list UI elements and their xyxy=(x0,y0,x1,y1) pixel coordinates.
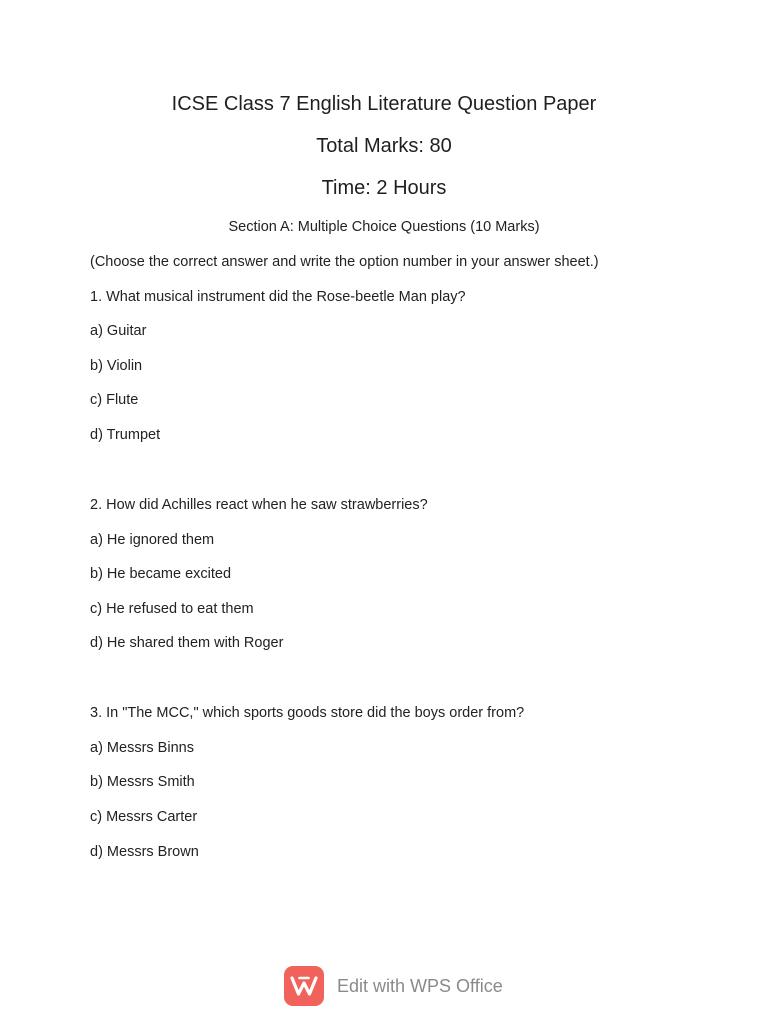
question-3-option-b: b) Messrs Smith xyxy=(90,774,195,790)
question-2-option-d: d) He shared them with Roger xyxy=(90,635,284,651)
question-3-option-c: c) Messrs Carter xyxy=(90,809,198,825)
total-marks: Total Marks: 80 xyxy=(316,135,452,157)
question-1-option-d: d) Trumpet xyxy=(90,427,161,443)
page-title: ICSE Class 7 English Literature Question Paper xyxy=(171,93,597,115)
wps-office-logo-icon xyxy=(284,966,324,1006)
section-heading: Section A: Multiple Choice Questions (10 Marks) xyxy=(228,219,540,235)
time-allowed: Time: 2 Hours xyxy=(321,177,447,199)
question-1-option-a: a) Guitar xyxy=(90,323,147,339)
question-2-option-a: a) He ignored them xyxy=(90,532,215,548)
question-3-option-a: a) Messrs Binns xyxy=(90,740,194,756)
question-1-option-c: c) Flute xyxy=(90,392,139,408)
question-3-option-d: d) Messrs Brown xyxy=(90,844,199,860)
question-3: 3. In "The MCC," which sports goods store did the boys order from? xyxy=(90,705,525,721)
question-2-option-c: c) He refused to eat them xyxy=(90,601,254,617)
section-instruction: (Choose the correct answer and write the option number in your answer sheet.) xyxy=(90,254,599,270)
question-2-option-b: b) He became excited xyxy=(90,566,232,582)
question-2: 2. How did Achilles react when he saw strawberries? xyxy=(90,497,428,513)
question-1: 1. What musical instrument did the Rose-beetle Man play? xyxy=(90,289,466,305)
wps-edit-banner[interactable] xyxy=(284,965,503,1007)
wps-edit-label: Edit with WPS Office xyxy=(337,975,503,996)
question-1-option-b: b) Violin xyxy=(90,358,143,374)
